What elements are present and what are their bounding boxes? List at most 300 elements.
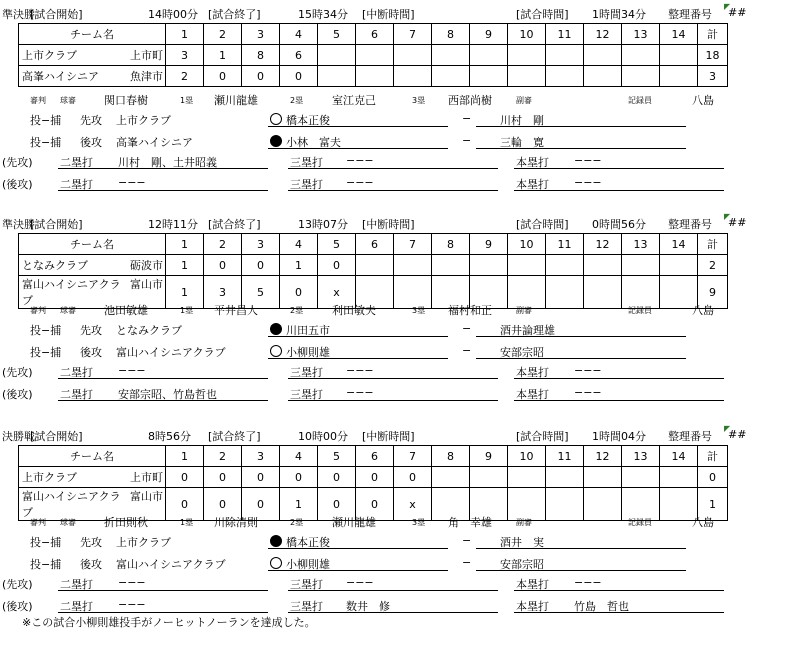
inning-score — [432, 66, 470, 87]
pitcher-underline — [268, 126, 448, 127]
umpire-first-label: 1塁 — [180, 306, 194, 315]
inning-score: 0 — [280, 276, 318, 309]
inning-score — [660, 255, 698, 276]
hr-players: −−− — [574, 154, 602, 167]
triple-players: −−− — [346, 176, 374, 189]
batting-order: 先攻 — [80, 536, 102, 549]
game-title: 準決勝 — [2, 8, 35, 21]
team-name: 高峯ハイシニア — [22, 70, 99, 83]
hr-players: −−− — [574, 386, 602, 399]
inning-score — [622, 488, 660, 521]
inning-score: 0 — [242, 66, 280, 87]
serial-number: ## — [728, 216, 747, 229]
inning-score — [660, 45, 698, 66]
win-marker-icon — [270, 323, 282, 335]
inning-score — [356, 255, 394, 276]
inning-header: 11 — [546, 234, 584, 255]
inning-score — [546, 255, 584, 276]
total-score: 1 — [698, 488, 728, 521]
catcher-underline — [476, 126, 686, 127]
inning-header: 4 — [280, 24, 318, 45]
inning-score: 0 — [204, 488, 242, 521]
inning-score — [584, 255, 622, 276]
battery-team: 上市クラブ — [116, 536, 171, 549]
inning-score — [584, 276, 622, 309]
inning-score: 1 — [204, 45, 242, 66]
triple-label: 三塁打 — [290, 388, 323, 401]
umpire-sub-label: 副審 — [516, 306, 532, 315]
pitcher-underline — [268, 570, 448, 571]
inning-score: 0 — [356, 467, 394, 488]
battery-label: 投−捕 — [30, 114, 62, 127]
inning-header: 7 — [394, 24, 432, 45]
pitcher-underline — [268, 336, 448, 337]
inning-header: 5 — [318, 446, 356, 467]
hr-label: 本塁打 — [516, 600, 549, 613]
inning-header: 14 — [660, 234, 698, 255]
battery-team: 高峯ハイシニア — [116, 136, 193, 149]
inning-score — [622, 255, 660, 276]
pitcher-underline — [268, 148, 448, 149]
umpire-record-label: 記録員 — [628, 306, 652, 315]
inning-header: 2 — [204, 234, 242, 255]
score-table — [18, 445, 728, 521]
triple-label: 三塁打 — [290, 578, 323, 591]
inning-header: 1 — [166, 446, 204, 467]
inning-score — [394, 255, 432, 276]
end-time: 13時07分 — [298, 218, 348, 231]
double-players: −−− — [118, 576, 146, 589]
serial-label: 整理番号 — [668, 430, 712, 443]
umpire-chief-label: 審判 — [30, 306, 46, 315]
umpire-third-label: 3塁 — [412, 518, 426, 527]
hr-players: −−− — [574, 576, 602, 589]
triple-underline — [288, 190, 498, 191]
team-cell — [19, 255, 166, 276]
pitcher-name: 川田五市 — [286, 324, 330, 337]
inning-score — [546, 488, 584, 521]
game-title: 決勝戦 — [2, 430, 35, 443]
team-city: 富山市 — [130, 278, 163, 291]
umpire-record-label: 記録員 — [628, 518, 652, 527]
umpire-record: 八島 — [692, 304, 714, 317]
team-city: 上市町 — [130, 49, 163, 62]
inning-header: 2 — [204, 24, 242, 45]
lose-marker-icon — [270, 557, 282, 569]
triple-players: −−− — [346, 154, 374, 167]
double-label: 二塁打 — [60, 578, 93, 591]
inning-score: 0 — [242, 255, 280, 276]
inning-score: 0 — [242, 467, 280, 488]
inning-header: 14 — [660, 446, 698, 467]
total-header: 計 — [698, 24, 728, 45]
inning-header: 4 — [280, 234, 318, 255]
umpire-record-label: 記録員 — [628, 96, 652, 105]
umpire-first: 瀬川龍雄 — [214, 94, 258, 107]
umpire-third: 西部尚樹 — [448, 94, 492, 107]
inning-header: 7 — [394, 446, 432, 467]
hit-side-label: (後攻) — [2, 388, 33, 401]
inning-score — [584, 467, 622, 488]
team-name-header: チーム名 — [19, 234, 166, 255]
team-name: 富山ハイシニアクラブ — [22, 278, 121, 307]
team-city: 魚津市 — [130, 70, 163, 83]
team-name-header: チーム名 — [19, 446, 166, 467]
total-score: 0 — [698, 467, 728, 488]
triple-underline — [288, 400, 498, 401]
game-block — [0, 424, 800, 634]
hr-underline — [514, 168, 724, 169]
battery-team: 富山ハイシニアクラブ — [116, 346, 226, 359]
triple-players: −−− — [346, 364, 374, 377]
inning-score — [622, 467, 660, 488]
inning-score: 1 — [166, 276, 204, 309]
end-time: 10時00分 — [298, 430, 348, 443]
inning-score: 0 — [356, 488, 394, 521]
inning-score: 3 — [166, 45, 204, 66]
end-label: [試合終了] — [208, 430, 261, 443]
triple-label: 三塁打 — [290, 600, 323, 613]
inning-score — [546, 66, 584, 87]
umpire-record: 八島 — [692, 516, 714, 529]
catcher-name: 酒井論理雄 — [500, 324, 555, 337]
duration-label: [試合時間] — [516, 430, 569, 443]
double-underline — [58, 400, 268, 401]
corner-flag-icon: ◤ — [724, 212, 731, 221]
hr-players: −−− — [574, 364, 602, 377]
double-players: 川村 剛、土井昭義 — [118, 156, 217, 169]
triple-underline — [288, 378, 498, 379]
inning-score: 0 — [280, 66, 318, 87]
pitcher-name: 橋本正俊 — [286, 536, 330, 549]
inning-header: 3 — [242, 24, 280, 45]
inning-header: 3 — [242, 446, 280, 467]
total-score: 9 — [698, 276, 728, 309]
serial-number: ## — [728, 6, 747, 19]
inning-header: 12 — [584, 24, 622, 45]
umpire-third: 福村和正 — [448, 304, 492, 317]
catcher-underline — [476, 570, 686, 571]
suspend-label: [中断時間] — [362, 8, 415, 21]
inning-score: 8 — [242, 45, 280, 66]
team-row — [19, 66, 728, 87]
hr-label: 本塁打 — [516, 178, 549, 191]
batting-order: 後攻 — [80, 558, 102, 571]
inning-header: 10 — [508, 234, 546, 255]
inning-score: 0 — [204, 467, 242, 488]
pitcher-underline — [268, 548, 448, 549]
score-header-row — [19, 234, 728, 255]
inning-header: 13 — [622, 24, 660, 45]
pitcher-name: 橋本正俊 — [286, 114, 330, 127]
inning-header: 14 — [660, 24, 698, 45]
team-name: 上市クラブ — [22, 49, 77, 62]
catcher-underline — [476, 358, 686, 359]
inning-score — [318, 45, 356, 66]
inning-header: 5 — [318, 24, 356, 45]
hit-side-label: (後攻) — [2, 600, 33, 613]
triple-label: 三塁打 — [290, 366, 323, 379]
inning-score — [508, 276, 546, 309]
duration: 0時間56分 — [592, 218, 646, 231]
total-header: 計 — [698, 234, 728, 255]
battery-dash: − — [462, 322, 472, 335]
triple-label: 三塁打 — [290, 156, 323, 169]
team-row — [19, 467, 728, 488]
inning-score — [546, 467, 584, 488]
team-row — [19, 255, 728, 276]
inning-score: 3 — [204, 276, 242, 309]
umpire-first: 川除清則 — [214, 516, 258, 529]
start-label: [試合開始] — [30, 430, 83, 443]
lose-marker-icon — [270, 113, 282, 125]
inning-score — [470, 255, 508, 276]
inning-header: 5 — [318, 234, 356, 255]
inning-score: x — [394, 488, 432, 521]
duration-label: [試合時間] — [516, 8, 569, 21]
umpire-first: 平井昌人 — [214, 304, 258, 317]
umpire-sub-label: 副審 — [516, 518, 532, 527]
inning-score — [432, 45, 470, 66]
inning-score — [508, 45, 546, 66]
battery-label: 投−捕 — [30, 346, 62, 359]
total-header: 計 — [698, 446, 728, 467]
start-time: 12時11分 — [148, 218, 198, 231]
catcher-name: 川村 剛 — [500, 114, 544, 127]
lose-marker-icon — [270, 345, 282, 357]
batting-order: 先攻 — [80, 114, 102, 127]
umpire-second-label: 2塁 — [290, 518, 304, 527]
umpire-plate-label: 球審 — [60, 306, 76, 315]
inning-score — [432, 467, 470, 488]
umpire-plate-label: 球審 — [60, 518, 76, 527]
double-underline — [58, 590, 268, 591]
hr-label: 本塁打 — [516, 156, 549, 169]
total-score: 3 — [698, 66, 728, 87]
battery-team: となみクラブ — [116, 324, 182, 337]
umpire-second: 利田敏夫 — [332, 304, 376, 317]
inning-header: 8 — [432, 24, 470, 45]
hr-underline — [514, 612, 724, 613]
inning-score — [508, 255, 546, 276]
inning-header: 3 — [242, 234, 280, 255]
serial-label: 整理番号 — [668, 218, 712, 231]
inning-header: 9 — [470, 234, 508, 255]
triple-label: 三塁打 — [290, 178, 323, 191]
team-name: となみクラブ — [22, 259, 88, 272]
inning-header: 9 — [470, 24, 508, 45]
team-name: 上市クラブ — [22, 471, 77, 484]
inning-header: 8 — [432, 234, 470, 255]
serial-label: 整理番号 — [668, 8, 712, 21]
umpire-second-label: 2塁 — [290, 306, 304, 315]
inning-score — [394, 276, 432, 309]
triple-players: −−− — [346, 576, 374, 589]
umpire-plate: 関口春樹 — [104, 94, 148, 107]
game-title: 準決勝 — [2, 218, 35, 231]
inning-score: 0 — [318, 255, 356, 276]
inning-score: 0 — [280, 467, 318, 488]
umpire-record: 八島 — [692, 94, 714, 107]
umpire-first-label: 1塁 — [180, 96, 194, 105]
inning-score: x — [318, 276, 356, 309]
inning-score: 1 — [280, 255, 318, 276]
battery-label: 投−捕 — [30, 536, 62, 549]
team-city: 上市町 — [130, 471, 163, 484]
inning-score — [660, 66, 698, 87]
inning-header: 6 — [356, 24, 394, 45]
inning-header: 2 — [204, 446, 242, 467]
umpire-third-label: 3塁 — [412, 96, 426, 105]
inning-score — [622, 276, 660, 309]
inning-header: 11 — [546, 24, 584, 45]
inning-header: 7 — [394, 234, 432, 255]
inning-score: 0 — [318, 488, 356, 521]
hit-side-label: (後攻) — [2, 178, 33, 191]
inning-score — [546, 45, 584, 66]
end-time: 15時34分 — [298, 8, 348, 21]
corner-flag-icon: ◤ — [724, 424, 731, 433]
battery-label: 投−捕 — [30, 136, 62, 149]
batting-order: 後攻 — [80, 136, 102, 149]
pitcher-name: 小柳則雄 — [286, 558, 330, 571]
triple-players: −−− — [346, 386, 374, 399]
score-header-row — [19, 446, 728, 467]
inning-header: 10 — [508, 24, 546, 45]
total-score: 2 — [698, 255, 728, 276]
inning-score: 0 — [166, 488, 204, 521]
battery-label: 投−捕 — [30, 324, 62, 337]
duration-label: [試合時間] — [516, 218, 569, 231]
umpire-plate: 池田敏雄 — [104, 304, 148, 317]
double-players: 安部宗昭、竹島哲也 — [118, 388, 217, 401]
start-time: 14時00分 — [148, 8, 198, 21]
inning-header: 12 — [584, 446, 622, 467]
inning-score: 0 — [242, 488, 280, 521]
total-score: 18 — [698, 45, 728, 66]
catcher-underline — [476, 148, 686, 149]
inning-score — [318, 66, 356, 87]
hr-underline — [514, 400, 724, 401]
inning-score — [394, 66, 432, 87]
inning-score — [584, 45, 622, 66]
game-block — [0, 2, 800, 212]
catcher-name: 酒井 実 — [500, 536, 544, 549]
team-cell — [19, 467, 166, 488]
win-marker-icon — [270, 535, 282, 547]
team-name: 富山ハイシニアクラブ — [22, 490, 121, 519]
inning-score: 1 — [166, 255, 204, 276]
inning-score — [546, 276, 584, 309]
inning-header: 12 — [584, 234, 622, 255]
inning-score: 0 — [394, 467, 432, 488]
pitcher-name: 小柳則雄 — [286, 346, 330, 359]
inning-score — [394, 45, 432, 66]
hr-players: 竹島 哲也 — [574, 600, 629, 613]
pitcher-underline — [268, 358, 448, 359]
battery-dash: − — [462, 344, 472, 357]
umpire-chief-label: 審判 — [30, 96, 46, 105]
inning-score: 0 — [166, 467, 204, 488]
start-label: [試合開始] — [30, 8, 83, 21]
inning-score — [584, 488, 622, 521]
inning-score — [356, 66, 394, 87]
battery-dash: − — [462, 112, 472, 125]
game-block — [0, 212, 800, 422]
team-city: 砺波市 — [130, 259, 163, 272]
umpire-second: 室江克己 — [332, 94, 376, 107]
umpire-third-label: 3塁 — [412, 306, 426, 315]
double-players: −−− — [118, 176, 146, 189]
inning-header: 6 — [356, 446, 394, 467]
serial-number: ## — [728, 428, 747, 441]
catcher-underline — [476, 336, 686, 337]
inning-header: 10 — [508, 446, 546, 467]
inning-header: 11 — [546, 446, 584, 467]
double-players: −−− — [118, 598, 146, 611]
score-table — [18, 23, 728, 87]
triple-underline — [288, 612, 498, 613]
double-label: 二塁打 — [60, 178, 93, 191]
inning-score — [470, 467, 508, 488]
hr-players: −−− — [574, 176, 602, 189]
hit-side-label: (先攻) — [2, 366, 33, 379]
double-label: 二塁打 — [60, 156, 93, 169]
inning-score — [584, 66, 622, 87]
double-underline — [58, 378, 268, 379]
battery-dash: − — [462, 134, 472, 147]
team-city: 富山市 — [130, 490, 163, 503]
triple-players: 数井 修 — [346, 600, 390, 613]
inning-score — [508, 467, 546, 488]
score-table — [18, 233, 728, 309]
umpire-sub-label: 副審 — [516, 96, 532, 105]
end-label: [試合終了] — [208, 8, 261, 21]
inning-header: 4 — [280, 446, 318, 467]
battery-dash: − — [462, 534, 472, 547]
inning-score — [356, 45, 394, 66]
triple-underline — [288, 168, 498, 169]
suspend-label: [中断時間] — [362, 218, 415, 231]
battery-label: 投−捕 — [30, 558, 62, 571]
score-header-row — [19, 24, 728, 45]
hr-label: 本塁打 — [516, 388, 549, 401]
double-underline — [58, 190, 268, 191]
inning-score — [432, 255, 470, 276]
catcher-name: 三輪 寛 — [500, 136, 544, 149]
inning-score — [508, 66, 546, 87]
start-label: [試合開始] — [30, 218, 83, 231]
inning-score: 0 — [318, 467, 356, 488]
inning-header: 6 — [356, 234, 394, 255]
suspend-label: [中断時間] — [362, 430, 415, 443]
inning-score: 1 — [280, 488, 318, 521]
inning-header: 1 — [166, 24, 204, 45]
win-marker-icon — [270, 135, 282, 147]
inning-score: 0 — [204, 66, 242, 87]
battery-team: 富山ハイシニアクラブ — [116, 558, 226, 571]
inning-header: 8 — [432, 446, 470, 467]
double-players: −−− — [118, 364, 146, 377]
inning-score — [622, 66, 660, 87]
duration: 1時間04分 — [592, 430, 646, 443]
umpire-first-label: 1塁 — [180, 518, 194, 527]
catcher-underline — [476, 548, 686, 549]
batting-order: 後攻 — [80, 346, 102, 359]
inning-score: 5 — [242, 276, 280, 309]
inning-header: 1 — [166, 234, 204, 255]
battery-team: 上市クラブ — [116, 114, 171, 127]
